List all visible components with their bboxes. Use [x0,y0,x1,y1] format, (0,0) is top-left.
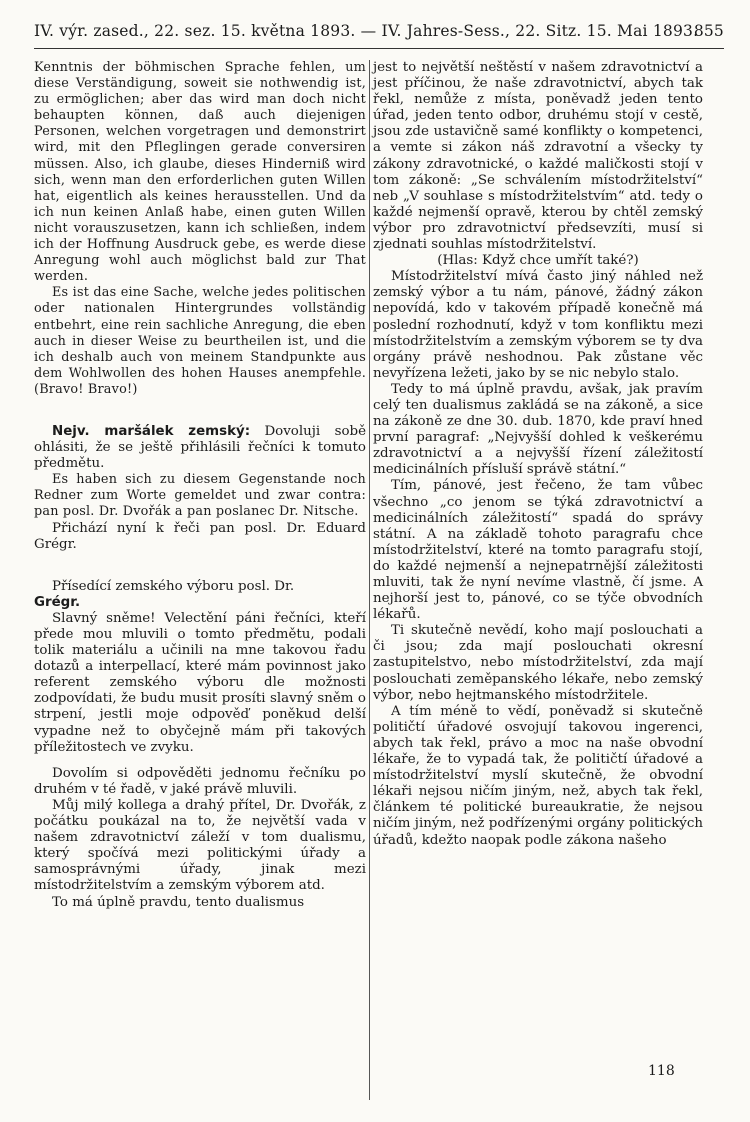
page-number: 855 [693,22,724,40]
speaker-statement-1 [34,424,366,472]
speaker-title: Přísedící zemského výboru posl. Dr. [52,578,295,594]
paragraph-right-1: jest to největší neštěstí v našem zdravotnictví a jest příčinou, že naše zdravotnictví, abych tak řekl, nemůže z místa, poněvadž jeden tento úřad, jeden tento odbor, druhému stojí v cestě, jsou zde ustavičně samé konflikty o kompetenci, a vemte si zákon náš zdravotní a všecky ty zákony zdravotnické, o každé maličkosti stojí v tom zákoně: „Se schválením místodržitelství“ neb „V souhlase s místodržitelstvím“ atd. tedy o každé nejmenší opravě, kterou by chtěl zemský výbor pro zdravotnictví předsevzíti, musí si zjednati souhlas místodržitelství. [373,60,703,253]
german-paragraph-3: Es haben sich zu diesem Gegenstande noch Redner zum Worte gemeldet und zwar contra: pan posl. Dr. Dvořák a pan poslanec Dr. Nitsche. [34,472,366,520]
paragraph-right-2: Místodržitelství mívá často jiný náhled než zemský výbor a tu nám, pánové, žádný zákon nepovídá, kdo v takovém případě konečně má poslední rozhodnutí, když v tom konfliktu mezi místodržitelstvím a zemským výborem se ty dva orgány právě neshodnou. Pak zůstane věc nevyřízena ležeti, jako by se nic nebylo stalo. [373,269,703,381]
german-paragraph-2: Es ist das eine Sache, welche jedes politischen oder nationalen Hintergrundes vollständig entbehrt, eine rein sachliche Anregung, die eben auch in dieser Weise zu beurtheilen ist, und die ich deshalb auch von meinem Standpunkte aus dem Wohlwollen des hohen Hauses anempfehle. (Bravo! Bravo!) [34,285,366,397]
header-running-title: IV. výr. zased., 22. sez. 15. května 1893. — IV. Jahres-Sess., 22. Sitz. 15. Mai 1893. [34,22,699,40]
spacer [34,553,366,579]
german-paragraph-1: Kenntnis der böhmischen Sprache fehlen, um diese Verständigung, soweit sie nothwendig ist, zu ermöglichen; aber das wird man doch nicht behaupten können, daß auch diejenigen Personen, welchen vorgetragen und demonstrirt wird, mit den Pfleglingen gerade conversiren müssen. Also, ich glaube, dieses Hinderniß wird sich, wenn man den erforderlichen guten Willen hat, eigentlich als keines herausstellen. Und da ich nun keinen Anlaß habe, einen guten Willen nicht vorauszusetzen, kann ich schließen, indem ich der Hoffnung Ausdruck gebe, es werde diese Anregung wohl auch möglichst bald zur That werden. [34,60,366,285]
right-column [373,60,703,849]
speaker-name-gregr: Grégr. [34,594,81,610]
paragraph-next-speaker: Přichází nyní k řeči pan posl. Dr. Eduard Grégr. [34,520,366,552]
paragraph-speech-4: To má úplně pravdu, tento dualismus [52,894,305,910]
speaker-heading-2 [34,579,366,611]
paragraph-right-3: Tedy to má úplně pravdu, avšak, jak pravím celý ten dualismus zakládá se na zákoně, a sice na zákoně ze dne 30. dub. 1870, kde praví hned první paragraf: „Nejvyšší dohled k veškerému zdravotnictví a a nejvyšší řízení záležitostí medicinálních přísluší správě státní.“ [373,381,703,478]
page-header [34,22,724,40]
paragraph-right-6: A tím méně to vědí, poněvadž si skutečně političtí úřadové osvojují takovou ingerenci, abych tak řekl, právo a moc na naše obvodní lékaře, že to vypadá tak, že političtí úřadové a místodržitelství myslí skutečně, že obvodní lékaři nejsou ničím jiným, než, abych tak řekl, článkem té politické bureaukratie, že nejsou ničím jiným, než podřízenými orgány politických úřadů, kdežto naopak podle zákona našeho [373,703,703,848]
spacer [34,398,366,424]
paragraph-speech-1: Slavný sněme! Velectění páni řečníci, kteří přede mou mluvili o tomto předmětu, podali tolik materiálu a učinili na mne takovou řadu dotazů a interpellací, které mám povinnost jako referent zemského výboru dle možnosti zodpovídati, že budu musit prosíti slavný sněm o strpení, jestli moje odpověď poněkud delší vypadne než to obyčejně mám při takových příležitostech ve zvyku. [34,610,366,755]
column-divider [369,60,370,1100]
paragraph-right-4: Tím, pánové, jest řečeno, že tam vůbec všechno „co jenom se týká zdravotnictví a medicinálních záležitostí“ spadá do správy státní. A na základě tohoto paragrafu chce místodržitelství, které na tomto paragrafu stojí, do každé nejmenší a nejnepatrnější záležitosti mluviti, tak že nyní nevíme vlastně, čí jsme. A nejhorší jest to, pánové, co se týče obvodních lékařů. [373,478,703,623]
paragraph-speech-2: Dovolím si odpověděti jednomu řečníku po druhém v té řadě, v jaké právě mluvili. [34,765,366,797]
left-column [34,60,366,911]
statement-text: Dovoluji sobě ohlásiti, že se ještě přihlásili řečníci k tomuto předmětu. [34,423,366,472]
spacer [34,756,366,766]
paragraph-right-5: Ti skutečně nevědí, koho mají poslouchati a či jsou; zda mají poslouchati okresní zastupitelstvo, nebo místodržitelství, zda mají poslouchati zeměpanského lékaře, nebo zemský výbor, nebo hejtmanského místodržitele. [373,623,703,703]
paragraph-speech-3: Můj milý kollega a drahý přítel, Dr. Dvořák, z počátku poukázal na to, že největší vada v našem zdravotnictví záleží v tom dualismu, který spočívá mezi politickými úřady a samosprávnými úřady, jinak mezi místodržitelstvím a zemským výborem atd. [34,797,366,894]
interjection: (Hlas: Když chce umřít také?) [437,253,639,269]
signature-number: 118 [648,1063,675,1079]
speaker-name-marshal: Nejv. maršálek zemský: [52,423,251,439]
header-rule [34,48,724,49]
